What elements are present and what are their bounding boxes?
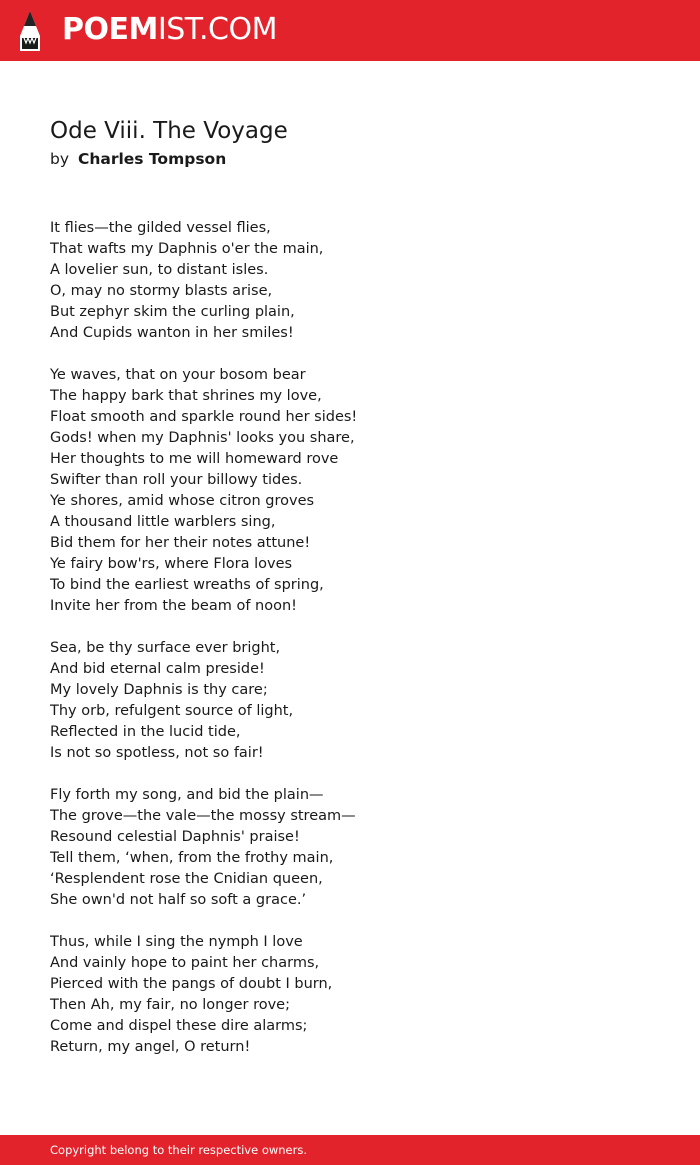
logo-light-part: IST.COM — [157, 12, 277, 47]
site-footer — [0, 1135, 700, 1165]
pen-nib-logo-icon[interactable] — [17, 10, 43, 52]
poem-line: But zephyr skim the curling plain, — [50, 304, 295, 320]
poem-line: Reflected in the lucid tide, — [50, 724, 241, 740]
poem-line: Is not so spotless, not so fair! — [50, 745, 264, 761]
poem-line: Bid them for her their notes attune! — [50, 535, 311, 551]
poem-line: Sea, be thy surface ever bright, — [50, 640, 281, 656]
poem-line: A thousand little warblers sing, — [50, 514, 276, 530]
poem-body — [50, 218, 357, 1079]
stanza — [50, 638, 357, 764]
poem-byline — [50, 148, 226, 170]
stanza — [50, 932, 357, 1058]
site-logo-text[interactable] — [62, 13, 277, 47]
poem-line: She own'd not half so soft a grace.’ — [50, 892, 307, 908]
poem-line: And bid eternal calm preside! — [50, 661, 265, 677]
stanza — [50, 785, 357, 911]
poem-line: Ye fairy bow'rs, where Flora loves — [50, 556, 293, 572]
poem-line: Then Ah, my fair, no longer rove; — [50, 997, 290, 1013]
poem-line: Ye waves, that on your bosom bear — [50, 367, 306, 383]
poem-line: Swifter than roll your billowy tides. — [50, 472, 303, 488]
poem-line: Her thoughts to me will homeward rove — [50, 451, 339, 467]
poem-line: Invite her from the beam of noon! — [50, 598, 297, 614]
poem-line: Thus, while I sing the nymph I love — [50, 934, 303, 950]
poem-line: My lovely Daphnis is thy care; — [50, 682, 268, 698]
poem-title: Ode Viii. The Voyage — [50, 118, 288, 144]
poem-line: Pierced with the pangs of doubt I burn, — [50, 976, 333, 992]
poem-line: The happy bark that shrines my love, — [50, 388, 322, 404]
copyright-notice: Copyright belong to their respective owners. — [50, 1143, 308, 1157]
poem-line: Resound celestial Daphnis' praise! — [50, 829, 300, 845]
poem-line: Float smooth and sparkle round her sides! — [50, 409, 358, 425]
poem-line: Tell them, ‘when, from the frothy main, — [50, 850, 334, 866]
poem-line: And Cupids wanton in her smiles! — [50, 325, 294, 341]
poem-line: Ye shores, amid whose citron groves — [50, 493, 315, 509]
author-name: Charles Tompson — [77, 150, 227, 168]
site-header — [0, 0, 700, 61]
poem-line: A lovelier sun, to distant isles. — [50, 262, 269, 278]
poem-line: Fly forth my song, and bid the plain— — [50, 787, 324, 803]
poem-line: O, may no stormy blasts arise, — [50, 283, 273, 299]
poem-line: That wafts my Daphnis o'er the main, — [50, 241, 324, 257]
poem-line: Come and dispel these dire alarms; — [50, 1018, 308, 1034]
poem-line: ‘Resplendent rose the Cnidian queen, — [50, 871, 323, 887]
stanza — [50, 218, 357, 344]
stanza — [50, 365, 357, 617]
poem-line: To bind the earliest wreaths of spring, — [50, 577, 324, 593]
by-label: by — [50, 150, 70, 168]
logo-bold-part: POEM — [62, 12, 158, 47]
poem-line: The grove—the vale—the mossy stream— — [50, 808, 356, 824]
poem-line: And vainly hope to paint her charms, — [50, 955, 320, 971]
poem-line: It flies—the gilded vessel flies, — [50, 220, 271, 236]
poem-line: Return, my angel, O return! — [50, 1039, 251, 1055]
poem-line: Gods! when my Daphnis' looks you share, — [50, 430, 355, 446]
poem-line: Thy orb, refulgent source of light, — [50, 703, 294, 719]
